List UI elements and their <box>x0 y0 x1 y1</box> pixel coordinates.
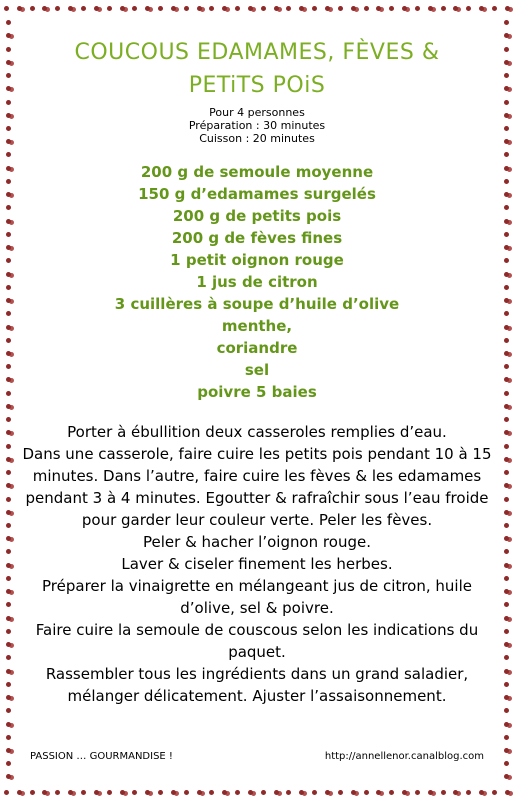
instruction-step: Préparer la vinaigrette en mélangeant jus de citron, huile d’olive, sel & poivre. <box>42 577 472 617</box>
border-bead-icon <box>4 790 9 795</box>
border-bead-icon <box>504 113 509 118</box>
border-bead-icon <box>6 616 11 621</box>
border-bead-icon <box>6 245 11 250</box>
border-bead-icon <box>504 682 509 687</box>
border-bead-icon <box>55 6 60 11</box>
border-bottom <box>0 784 514 800</box>
border-bead-icon <box>6 325 11 330</box>
border-bead-icon <box>17 790 22 795</box>
border-bead-icon <box>6 139 11 144</box>
border-bead-icon <box>261 790 266 795</box>
border-bead-icon <box>479 6 484 11</box>
border-bead-icon <box>6 152 11 157</box>
border-bead-icon <box>504 497 509 502</box>
ingredient-item: 150 g d’edamames surgelés <box>138 185 376 203</box>
ingredient-item: 200 g de fèves fines <box>171 229 343 247</box>
border-bead-icon <box>351 790 356 795</box>
border-bead-icon <box>6 258 11 263</box>
border-bead-icon <box>286 790 291 795</box>
border-bead-icon <box>145 6 150 11</box>
ingredient-item: 3 cuillères à soupe d’huile d’olive <box>114 295 400 313</box>
border-bead-icon <box>17 6 22 11</box>
border-bead-icon <box>6 272 11 277</box>
border-bead-icon <box>81 790 86 795</box>
border-bead-icon <box>235 6 240 11</box>
border-bead-icon <box>6 470 11 475</box>
recipe-meta <box>22 106 492 145</box>
border-bead-icon <box>6 33 11 38</box>
border-bead-icon <box>504 33 509 38</box>
border-bead-icon <box>504 774 509 779</box>
border-bead-icon <box>504 272 509 277</box>
border-bead-icon <box>197 6 202 11</box>
border-bead-icon <box>504 338 509 343</box>
border-bead-icon <box>6 774 11 779</box>
border-bead-icon <box>504 510 509 515</box>
ingredient-item: menthe, <box>221 317 293 335</box>
border-bead-icon <box>107 790 112 795</box>
border-bead-icon <box>6 417 11 422</box>
border-bead-icon <box>504 192 509 197</box>
border-bead-icon <box>274 790 279 795</box>
ingredient-item: sel <box>244 361 270 379</box>
recipe-title-line2: PETiTS POiS <box>188 73 326 98</box>
border-bead-icon <box>6 655 11 660</box>
border-bead-icon <box>248 790 253 795</box>
border-bead-icon <box>504 695 509 700</box>
border-bead-icon <box>6 351 11 356</box>
border-bead-icon <box>30 790 35 795</box>
border-bead-icon <box>299 790 304 795</box>
border-bead-icon <box>286 6 291 11</box>
border-bead-icon <box>6 589 11 594</box>
border-bead-icon <box>68 790 73 795</box>
border-bead-icon <box>504 219 509 224</box>
border-bead-icon <box>158 6 163 11</box>
border-bead-icon <box>235 790 240 795</box>
border-bead-icon <box>504 351 509 356</box>
border-bead-icon <box>6 192 11 197</box>
border-bead-icon <box>504 722 509 727</box>
border-bead-icon <box>6 602 11 607</box>
border-bead-icon <box>504 576 509 581</box>
border-bead-icon <box>504 47 509 52</box>
border-bead-icon <box>504 616 509 621</box>
border-bead-icon <box>6 761 11 766</box>
border-bead-icon <box>338 6 343 11</box>
border-bead-icon <box>68 6 73 11</box>
border-bead-icon <box>453 6 458 11</box>
ingredient-list <box>22 161 492 403</box>
border-bead-icon <box>504 364 509 369</box>
border-bead-icon <box>222 6 227 11</box>
border-bead-icon <box>299 6 304 11</box>
border-bead-icon <box>132 6 137 11</box>
border-bead-icon <box>6 73 11 78</box>
instruction-step: Laver & ciseler finement les herbes. <box>121 555 393 573</box>
border-bead-icon <box>6 536 11 541</box>
border-bead-icon <box>6 232 11 237</box>
border-bead-icon <box>504 325 509 330</box>
border-bead-icon <box>6 695 11 700</box>
border-bead-icon <box>389 790 394 795</box>
border-bead-icon <box>209 6 214 11</box>
border-bead-icon <box>504 86 509 91</box>
border-bead-icon <box>6 457 11 462</box>
border-bead-icon <box>171 790 176 795</box>
border-bead-icon <box>492 6 497 11</box>
border-bead-icon <box>505 6 510 11</box>
border-bead-icon <box>376 6 381 11</box>
footer-url: http://annellenor.canalblog.com <box>324 751 484 762</box>
border-bead-icon <box>364 6 369 11</box>
border-bead-icon <box>504 258 509 263</box>
border-bead-icon <box>504 139 509 144</box>
border-bead-icon <box>42 6 47 11</box>
border-bead-icon <box>6 497 11 502</box>
border-bead-icon <box>504 430 509 435</box>
ingredient-item: 1 petit oignon rouge <box>170 251 344 269</box>
border-bead-icon <box>466 790 471 795</box>
border-bead-icon <box>6 444 11 449</box>
border-bead-icon <box>504 589 509 594</box>
border-bead-icon <box>248 6 253 11</box>
border-bead-icon <box>504 60 509 65</box>
border-bead-icon <box>325 6 330 11</box>
border-bead-icon <box>505 790 510 795</box>
border-bead-icon <box>6 298 11 303</box>
border-bead-icon <box>6 748 11 753</box>
border-bead-icon <box>504 549 509 554</box>
instruction-step: Dans une casserole, faire cuire les petits pois pendant 10 à 15 minutes. Dans l’autre, faire cuire les fèves & les edamames pendant 3 à 4 minutes. Egoutter & rafraîchir sous l’eau froide pour garder leur couleur verte. Peler les fèves. <box>22 445 492 529</box>
border-bead-icon <box>6 179 11 184</box>
border-bead-icon <box>6 219 11 224</box>
border-bead-icon <box>6 404 11 409</box>
ingredient-item: 1 jus de citron <box>196 273 318 291</box>
border-right <box>498 16 514 784</box>
border-bead-icon <box>6 311 11 316</box>
servings: Pour 4 personnes <box>209 106 305 119</box>
border-bead-icon <box>504 285 509 290</box>
footer-tagline: PASSION … GOURMANDISE ! <box>30 751 173 762</box>
border-bead-icon <box>312 790 317 795</box>
instruction-step: Peler & hacher l’oignon rouge. <box>143 533 371 551</box>
border-bead-icon <box>376 790 381 795</box>
border-bead-icon <box>504 483 509 488</box>
border-bead-icon <box>6 708 11 713</box>
border-bead-icon <box>351 6 356 11</box>
border-bead-icon <box>504 232 509 237</box>
border-bead-icon <box>158 790 163 795</box>
border-bead-icon <box>171 6 176 11</box>
border-bead-icon <box>504 391 509 396</box>
border-bead-icon <box>453 790 458 795</box>
border-bead-icon <box>6 629 11 634</box>
border-bead-icon <box>145 790 150 795</box>
border-bead-icon <box>325 790 330 795</box>
border-bead-icon <box>504 748 509 753</box>
border-bead-icon <box>132 790 137 795</box>
border-bead-icon <box>441 790 446 795</box>
cook-time: Cuisson : 20 minutes <box>199 132 315 145</box>
border-bead-icon <box>6 483 11 488</box>
border-bead-icon <box>504 126 509 131</box>
border-bead-icon <box>6 60 11 65</box>
border-bead-icon <box>6 126 11 131</box>
border-bead-icon <box>6 285 11 290</box>
border-bead-icon <box>504 205 509 210</box>
border-bead-icon <box>504 20 509 25</box>
border-bead-icon <box>504 245 509 250</box>
border-bead-icon <box>6 576 11 581</box>
ingredient-item: coriandre <box>216 339 298 357</box>
border-bead-icon <box>402 790 407 795</box>
border-bead-icon <box>184 790 189 795</box>
border-bead-icon <box>504 602 509 607</box>
border-bead-icon <box>6 166 11 171</box>
border-bead-icon <box>504 166 509 171</box>
recipe-title-line1: COUCOUS EDAMAMES, FÈVES & <box>74 40 440 65</box>
border-bead-icon <box>222 790 227 795</box>
border-bead-icon <box>504 444 509 449</box>
border-bead-icon <box>6 47 11 52</box>
border-bead-icon <box>6 205 11 210</box>
border-bead-icon <box>261 6 266 11</box>
border-bead-icon <box>504 457 509 462</box>
border-bead-icon <box>504 152 509 157</box>
border-bead-icon <box>504 523 509 528</box>
border-bead-icon <box>504 417 509 422</box>
border-bead-icon <box>492 790 497 795</box>
border-bead-icon <box>504 311 509 316</box>
border-bead-icon <box>504 735 509 740</box>
border-bead-icon <box>6 377 11 382</box>
border-bead-icon <box>6 510 11 515</box>
border-left <box>0 16 16 784</box>
border-bead-icon <box>504 629 509 634</box>
ingredient-item: 200 g de petits pois <box>172 207 342 225</box>
border-bead-icon <box>6 735 11 740</box>
border-bead-icon <box>6 113 11 118</box>
border-bead-icon <box>6 682 11 687</box>
border-bead-icon <box>6 523 11 528</box>
border-bead-icon <box>120 6 125 11</box>
footer <box>30 751 484 762</box>
border-bead-icon <box>6 20 11 25</box>
border-top <box>0 0 514 16</box>
border-bead-icon <box>415 790 420 795</box>
border-bead-icon <box>6 430 11 435</box>
border-bead-icon <box>504 669 509 674</box>
recipe-title <box>22 36 492 102</box>
border-bead-icon <box>274 6 279 11</box>
border-bead-icon <box>504 377 509 382</box>
border-bead-icon <box>6 722 11 727</box>
border-bead-icon <box>504 298 509 303</box>
border-bead-icon <box>504 470 509 475</box>
border-bead-icon <box>415 6 420 11</box>
border-bead-icon <box>441 6 446 11</box>
border-bead-icon <box>402 6 407 11</box>
border-bead-icon <box>389 6 394 11</box>
border-bead-icon <box>55 790 60 795</box>
border-bead-icon <box>30 6 35 11</box>
border-bead-icon <box>428 790 433 795</box>
border-bead-icon <box>504 761 509 766</box>
border-bead-icon <box>6 642 11 647</box>
border-bead-icon <box>504 655 509 660</box>
border-bead-icon <box>504 642 509 647</box>
border-bead-icon <box>504 563 509 568</box>
instruction-step: Porter à ébullition deux casseroles remplies d’eau. <box>67 423 447 441</box>
recipe-card <box>22 30 492 707</box>
border-bead-icon <box>197 790 202 795</box>
instruction-step: Faire cuire la semoule de couscous selon les indications du paquet. <box>35 621 479 661</box>
border-bead-icon <box>504 536 509 541</box>
border-bead-icon <box>6 391 11 396</box>
border-bead-icon <box>6 86 11 91</box>
border-bead-icon <box>504 100 509 105</box>
border-bead-icon <box>364 790 369 795</box>
border-bead-icon <box>504 73 509 78</box>
border-bead-icon <box>94 6 99 11</box>
border-bead-icon <box>6 563 11 568</box>
border-bead-icon <box>94 790 99 795</box>
border-bead-icon <box>479 790 484 795</box>
border-bead-icon <box>312 6 317 11</box>
ingredient-item: poivre 5 baies <box>197 383 317 401</box>
instructions <box>22 421 492 707</box>
ingredient-item: 200 g de semoule moyenne <box>140 163 374 181</box>
border-bead-icon <box>4 6 9 11</box>
border-bead-icon <box>6 100 11 105</box>
border-bead-icon <box>6 338 11 343</box>
border-bead-icon <box>42 790 47 795</box>
border-bead-icon <box>504 708 509 713</box>
border-bead-icon <box>6 364 11 369</box>
border-bead-icon <box>81 6 86 11</box>
border-bead-icon <box>6 669 11 674</box>
border-bead-icon <box>504 179 509 184</box>
border-bead-icon <box>428 6 433 11</box>
border-bead-icon <box>120 790 125 795</box>
border-bead-icon <box>338 790 343 795</box>
border-bead-icon <box>184 6 189 11</box>
border-bead-icon <box>504 404 509 409</box>
border-bead-icon <box>6 549 11 554</box>
border-bead-icon <box>466 6 471 11</box>
prep-time: Préparation : 30 minutes <box>188 119 326 132</box>
border-bead-icon <box>209 790 214 795</box>
border-bead-icon <box>107 6 112 11</box>
instruction-step: Rassembler tous les ingrédients dans un grand saladier, mélanger délicatement. Ajuster l’assaisonnement. <box>45 665 469 705</box>
